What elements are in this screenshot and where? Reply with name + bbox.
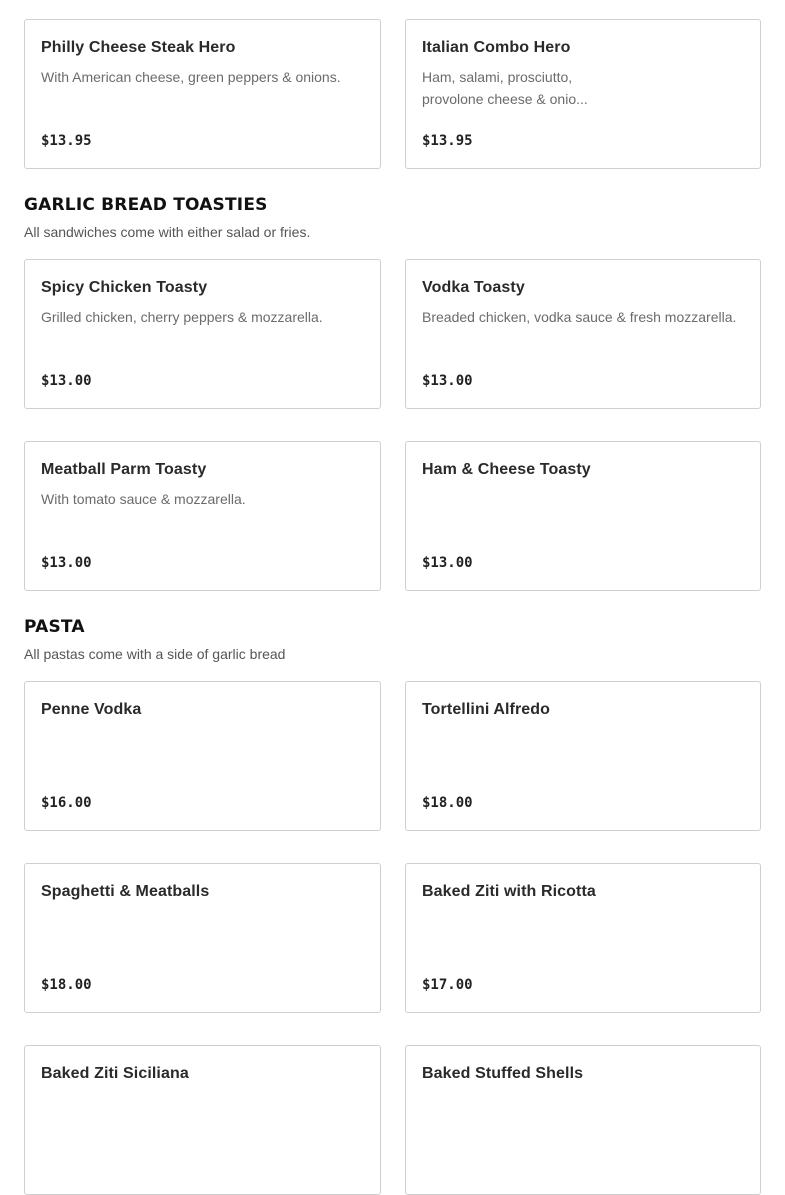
menu-item-card[interactable] <box>24 863 381 1013</box>
menu-item-card[interactable] <box>405 19 761 169</box>
item-price: $13.00 <box>41 555 92 571</box>
item-description: With tomato sauce & mozzarella. <box>41 491 246 507</box>
item-name: Baked Ziti Siciliana <box>41 1065 189 1082</box>
section-subtitle: All pastas come with a side of garlic bread <box>24 646 286 662</box>
item-name: Meatball Parm Toasty <box>41 461 207 478</box>
menu-item-card[interactable] <box>405 1045 761 1195</box>
item-description: With American cheese, green peppers & onions. <box>41 69 341 85</box>
item-description: Ham, salami, prosciutto, provolone cheese & onio... <box>422 69 588 107</box>
item-name: Baked Stuffed Shells <box>422 1065 584 1082</box>
menu-item-card[interactable] <box>405 863 761 1013</box>
item-name: Philly Cheese Steak Hero <box>41 39 236 56</box>
item-name: Ham & Cheese Toasty <box>422 461 591 478</box>
item-price: $13.00 <box>422 555 473 571</box>
section-title: GARLIC BREAD TOASTIES <box>24 195 268 215</box>
menu-item-card[interactable] <box>24 19 381 169</box>
menu-item-card[interactable] <box>24 1045 381 1195</box>
item-price: $18.00 <box>41 977 92 993</box>
menu-item-card[interactable] <box>405 259 761 409</box>
menu-item-card[interactable] <box>24 259 381 409</box>
item-name: Italian Combo Hero <box>422 39 571 56</box>
item-price: $13.00 <box>422 373 473 389</box>
item-name: Penne Vodka <box>41 701 142 718</box>
item-price: $18.00 <box>422 795 473 811</box>
menu-item-card[interactable] <box>405 681 761 831</box>
menu-item-card[interactable] <box>24 441 381 591</box>
section-subtitle: All sandwiches come with either salad or fries. <box>24 224 311 240</box>
item-name: Spicy Chicken Toasty <box>41 279 208 296</box>
item-description: Breaded chicken, vodka sauce & fresh mozzarella. <box>422 309 737 325</box>
item-description: Grilled chicken, cherry peppers & mozzarella. <box>41 309 323 325</box>
item-name: Baked Ziti with Ricotta <box>422 883 596 900</box>
item-price: $13.95 <box>41 133 92 149</box>
menu-item-card[interactable] <box>405 441 761 591</box>
item-price: $13.95 <box>422 133 473 149</box>
item-price: $16.00 <box>41 795 92 811</box>
menu-item-card[interactable] <box>24 681 381 831</box>
item-price: $13.00 <box>41 373 92 389</box>
item-price: $17.00 <box>422 977 473 993</box>
item-name: Spaghetti & Meatballs <box>41 883 210 900</box>
item-name: Tortellini Alfredo <box>422 701 551 718</box>
item-name: Vodka Toasty <box>422 279 525 296</box>
section-title: PASTA <box>24 617 85 637</box>
